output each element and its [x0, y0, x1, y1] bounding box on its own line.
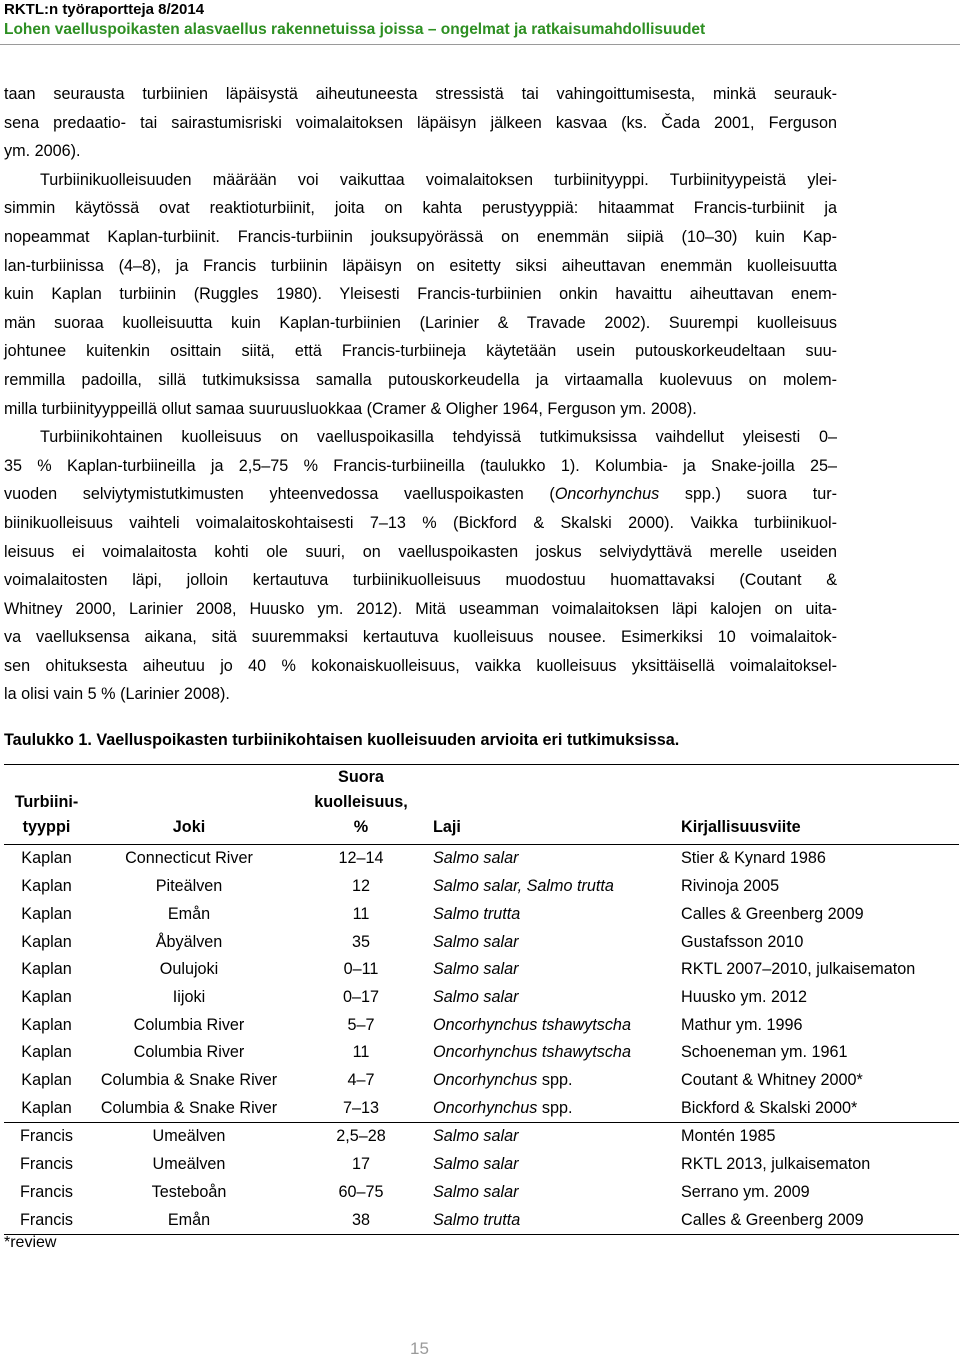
cell-species [433, 1123, 681, 1151]
table-row [4, 1151, 959, 1179]
cell-river: Oulujoki [159, 960, 219, 979]
text-line: 35 % Kaplan-turbiineilla ja 2,5–75 % Francis-turbiineilla (taulukko 1). Kolumbia- ja Snake-joilla 25– [4, 456, 837, 475]
cell-mortality: 4–7 [347, 1071, 375, 1090]
text-line: Whitney 2000, Larinier 2008, Huusko ym. 2012). Mitä useamman voimalaitoksen läpi kalojen on uita- [4, 599, 837, 618]
text-line: leisuus ei voimalaitosta kohti ole suuri, on vaelluspoikasten joskus selviydyttävä merelle useiden [4, 542, 837, 561]
text-line: taan seurausta turbiinien läpäisystä aiheutuneesta stressistä tai vahingoittumisesta, minkä seurauk- [4, 85, 837, 103]
cell-reference: Schoeneman ym. 1961 [681, 1043, 848, 1062]
table-row [4, 901, 959, 929]
cell-reference: Coutant & Whitney 2000* [681, 1071, 863, 1090]
table-footnote: *review [4, 1234, 57, 1251]
cell-turbine-type: Kaplan [21, 877, 72, 896]
species-name: Salmo salar, Salmo trutta [433, 877, 614, 896]
table-body [4, 845, 959, 1235]
species-suffix: spp. [537, 1071, 573, 1090]
header-mortality: Suora kuolleisuus, % [314, 768, 408, 836]
cell-reference: RKTL 2013, julkaisematon [681, 1155, 871, 1174]
table-row [4, 873, 959, 901]
header-species: Laji [433, 817, 461, 836]
cell-mortality: 17 [351, 1155, 370, 1174]
cell-species [433, 984, 681, 1012]
cell-river: Testeboån [151, 1182, 227, 1201]
species-name: Salmo salar [433, 1155, 519, 1174]
text-span: vuoden selviytymistutkimusten yhteenvedossa vaelluspoikasten ( [4, 485, 555, 504]
table-row [4, 1012, 959, 1040]
cell-mortality: 60–75 [338, 1182, 384, 1201]
species-name: Oncorhynchus tshawytscha [433, 1043, 631, 1062]
text-line: Turbiinikuolleisuuden määrään voi vaikuttaa voimalaitoksen turbiinityyppi. Turbiinityypeistä ylei- [40, 170, 837, 189]
cell-mortality: 11 [352, 1043, 370, 1062]
species-name: Oncorhynchus [433, 1071, 538, 1090]
table-row [4, 1095, 959, 1123]
cell-reference: Rivinoja 2005 [681, 877, 780, 896]
cell-reference: Gustafsson 2010 [681, 932, 804, 951]
cell-river: Umeälven [152, 1127, 226, 1146]
cell-river: Piteälven [155, 877, 223, 896]
species-name: Oncorhynchus [554, 485, 660, 504]
cell-turbine-type: Kaplan [21, 1071, 72, 1090]
cell-species [433, 956, 681, 984]
cell-mortality: 12–14 [338, 849, 384, 868]
table-row [4, 929, 959, 957]
cell-turbine-type: Kaplan [21, 849, 72, 868]
cell-mortality: 38 [351, 1210, 370, 1229]
cell-river: Umeälven [152, 1155, 226, 1174]
species-name: Salmo salar [433, 960, 519, 979]
report-series: RKTL:n työraportteja 8/2014 [4, 1, 205, 18]
cell-species [433, 1095, 681, 1123]
text-line: biinikuolleisuus vaihteli voimalaitoskohtaisesti 7–13 % (Bickford & Skalski 2000). Vaikka turbiinikuol- [4, 513, 837, 532]
header-divider [0, 44, 960, 45]
species-name: Salmo salar [433, 1127, 519, 1146]
text-line: remmilla padoilla, sillä tutkimuksissa samalla putouskorkeudella ja virtaamalla kuolevuus on molem- [4, 370, 837, 389]
cell-mortality: 12 [351, 877, 370, 896]
cell-turbine-type: Kaplan [21, 1015, 72, 1034]
header-reference: Kirjallisuusviite [681, 817, 801, 836]
cell-turbine-type: Francis [19, 1210, 74, 1229]
cell-reference: Montén 1985 [681, 1127, 776, 1146]
cell-river: Columbia River [133, 1015, 245, 1034]
species-name: Salmo trutta [433, 904, 521, 923]
cell-river: Emån [167, 1210, 211, 1229]
header-turbine-type: Turbiini- tyyppi [14, 792, 79, 836]
cell-species [433, 1207, 681, 1235]
cell-turbine-type: Kaplan [21, 1043, 72, 1062]
cell-species [433, 901, 681, 929]
page-number: 15 [410, 1339, 429, 1358]
table-row [4, 845, 959, 873]
table-row [4, 1123, 959, 1151]
species-name: Salmo trutta [433, 1210, 521, 1229]
cell-turbine-type: Kaplan [21, 904, 72, 923]
body-text [4, 80, 837, 709]
cell-river: Connecticut River [125, 849, 253, 868]
cell-river: Iijoki [172, 987, 206, 1006]
text-line: sena predaatio- tai sairastumisriski voimalaitoksen läpäisyn jälkeen kasvaa (ks. Čada 2001, Ferguson [4, 113, 837, 132]
cell-species [433, 1179, 681, 1207]
cell-river: Åbyälven [155, 932, 223, 951]
cell-turbine-type: Kaplan [21, 960, 72, 979]
cell-reference: Calles & Greenberg 2009 [681, 1210, 864, 1229]
cell-mortality: 11 [352, 904, 370, 923]
cell-species [433, 1012, 681, 1040]
cell-river: Columbia River [133, 1043, 245, 1062]
report-title: Lohen vaelluspoikasten alasvaellus rakennetuissa joissa – ongelmat ja ratkaisumahdollisuudet [4, 21, 706, 38]
cell-reference: Bickford & Skalski 2000* [681, 1098, 858, 1117]
species-suffix: spp. [537, 1098, 573, 1117]
cell-reference: Calles & Greenberg 2009 [681, 904, 864, 923]
species-name: Salmo salar [433, 987, 519, 1006]
species-name: Salmo salar [433, 932, 519, 951]
species-name: Oncorhynchus tshawytscha [433, 1015, 631, 1034]
cell-turbine-type: Francis [19, 1127, 74, 1146]
cell-mortality: 2,5–28 [336, 1127, 386, 1146]
cell-turbine-type: Kaplan [21, 932, 72, 951]
text-line: sen ohituksesta aiheutuu jo 40 % kokonaiskuolleisuus, vaikka kuolleisuus yksittäisellä voimalaitoksel- [4, 656, 837, 675]
text-line: kuin Kaplan turbiinin (Ruggles 1980). Yleisesti Francis-turbiinien onkin havaittu aiheuttavan enem- [4, 285, 837, 304]
text-line: män suoraa kuolleisuutta kuin Kaplan-turbiinien (Larinier & Travade 2002). Suurempi kuolleisuus [4, 313, 837, 332]
species-name: Salmo salar [433, 849, 519, 868]
cell-river: Columbia & Snake River [100, 1071, 278, 1090]
cell-mortality: 5–7 [347, 1015, 375, 1034]
table-row [4, 1207, 959, 1235]
cell-reference: Mathur ym. 1996 [681, 1015, 803, 1034]
text-line: ym. 2006). [4, 142, 81, 161]
mortality-table [4, 764, 959, 1235]
text-line: Turbiinikohtainen kuolleisuus on vaelluspoikasilla tehdyissä tutkimuksissa vaihdellut yleisesti 0– [40, 428, 837, 447]
table-row [4, 1067, 959, 1095]
text-line: voimalaitosten läpi, jolloin kertautuva turbiinikuolleisuus muodostuu huomattavaksi (Coutant & [4, 571, 837, 590]
text-line: nopeammat Kaplan-turbiinit. Francis-turbiinin jouksupyörässä on enemmän siipiä (10–30) kuin Kap- [4, 227, 837, 246]
table-row [4, 956, 959, 984]
cell-river: Columbia & Snake River [100, 1098, 278, 1117]
cell-mortality: 0–17 [342, 987, 379, 1006]
cell-species [433, 1067, 681, 1095]
cell-river: Emån [167, 904, 211, 923]
cell-turbine-type: Francis [19, 1182, 74, 1201]
cell-mortality: 7–13 [342, 1098, 379, 1117]
cell-species [433, 873, 681, 901]
table-row [4, 1179, 959, 1207]
cell-reference: RKTL 2007–2010, julkaisematon [681, 960, 916, 979]
header-river: Joki [172, 817, 206, 836]
text-line: la olisi vain 5 % (Larinier 2008). [4, 685, 230, 704]
cell-turbine-type: Francis [19, 1155, 74, 1174]
table-row [4, 1039, 959, 1067]
table-row [4, 984, 959, 1012]
table-header-row [4, 765, 959, 845]
cell-turbine-type: Kaplan [21, 987, 72, 1006]
cell-reference: Huusko ym. 2012 [681, 987, 807, 1006]
cell-mortality: 0–11 [343, 960, 379, 979]
cell-species [433, 929, 681, 957]
cell-reference: Stier & Kynard 1986 [681, 849, 826, 868]
cell-species [433, 1151, 681, 1179]
text-line: simmin käytössä ovat reaktioturbiinit, joita on kahta perustyyppiä: hitaammat Francis-turbiinit ja [4, 199, 837, 218]
species-name: Salmo salar [433, 1182, 519, 1201]
text-line: milla turbiinityyppeillä ollut samaa suuruusluokkaa (Cramer & Oligher 1964, Ferguson ym. 2008). [4, 399, 697, 418]
text-span: spp.) suora tur- [659, 485, 837, 504]
text-line: johtunee kuitenkin osittain siitä, että Francis-turbiineja käytetään usein putouskorkeudeltaan suu- [4, 342, 837, 361]
cell-mortality: 35 [351, 932, 370, 951]
text-line [4, 480, 837, 509]
cell-turbine-type: Kaplan [21, 1098, 72, 1117]
text-line: va vaelluksensa aikana, sitä suuremmaksi kertautuva kuolleisuus nousee. Esimerkiksi 10 voimalaitok- [4, 628, 837, 647]
species-name: Oncorhynchus [433, 1098, 538, 1117]
cell-species [433, 1039, 681, 1067]
cell-reference: Serrano ym. 2009 [681, 1182, 810, 1201]
cell-species [433, 845, 681, 873]
text-line: lan-turbiinissa (4–8), ja Francis turbiinin läpäisyn on esitetty siksi aiheuttavan enemmän kuolleisuutta [4, 256, 837, 275]
table-caption: Taulukko 1. Vaelluspoikasten turbiinikohtaisen kuolleisuuden arvioita eri tutkimuksissa. [4, 731, 680, 749]
